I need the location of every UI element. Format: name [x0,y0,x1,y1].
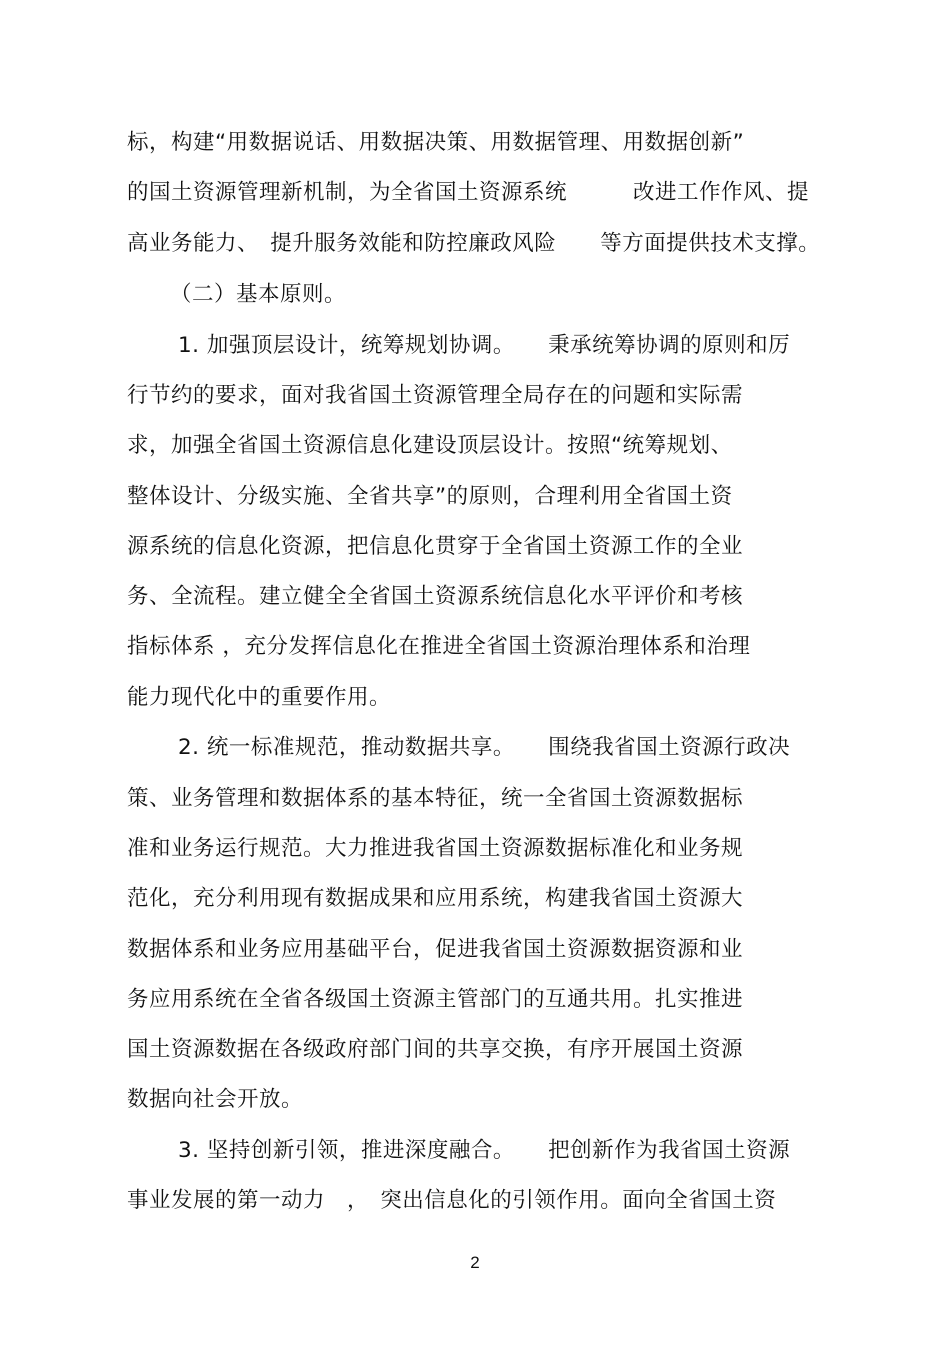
text-line: 数据向社会开放。 [127,1087,304,1112]
section-heading: （二）基本原则。 [170,282,347,307]
text-line: 整体设计、分级实施、全省共享”的原则，合理利用全省国土资 [127,484,733,509]
text-line: 求，加强全省国土资源信息化建设顶层设计。按照“统筹规划、 [127,433,733,458]
text-line: 准和业务运行规范。大力推进我省国土资源数据标准化和业务规 [127,836,744,861]
text-line: 标，构建“用数据说话、用数据决策、用数据管理、用数据创新” [127,130,745,155]
text-line: 3. 坚持创新引领，推进深度融合。 把创新作为我省国土资源 [178,1138,791,1163]
text-line: 能力现代化中的重要作用。 [127,685,392,710]
text-line: 数据体系和业务应用基础平台，促进我省国土资源数据资源和业 [127,937,744,962]
text-line: 高业务能力、 提升服务效能和防控廉政风险 等方面提供技术支撑。 [127,231,821,256]
text-line: 的国土资源管理新机制，为全省国土资源系统 改进工作作风、提 [127,180,810,205]
text-line: 指标体系 ，充分发挥信息化在推进全省国土资源治理体系和治理 [127,634,751,659]
text-line: 2. 统一标准规范，推动数据共享。 围绕我省国土资源行政决 [178,735,791,760]
text-line: 事业发展的第一动力 ， 突出信息化的引领作用。面向全省国土资 [127,1188,777,1213]
page-number: 2 [470,1253,480,1272]
text-line: 务、全流程。建立健全全省国土资源系统信息化水平评价和考核 [127,584,744,609]
text-line: 1. 加强顶层设计，统筹规划协调。 秉承统筹协调的原则和厉 [178,333,791,358]
text-line: 策、业务管理和数据体系的基本特征，统一全省国土资源数据标 [127,786,744,811]
text-line: 源系统的信息化资源，把信息化贯穿于全省国土资源工作的全业 [127,534,744,559]
text-line: 国土资源数据在各级政府部门间的共享交换，有序开展国土资源 [127,1037,744,1062]
text-line: 行节约的要求，面对我省国土资源管理全局存在的问题和实际需 [127,383,744,408]
text-line: 范化，充分利用现有数据成果和应用系统，构建我省国土资源大 [127,886,744,911]
text-line: 务应用系统在全省各级国土资源主管部门的互通共用。扎实推进 [127,987,744,1012]
